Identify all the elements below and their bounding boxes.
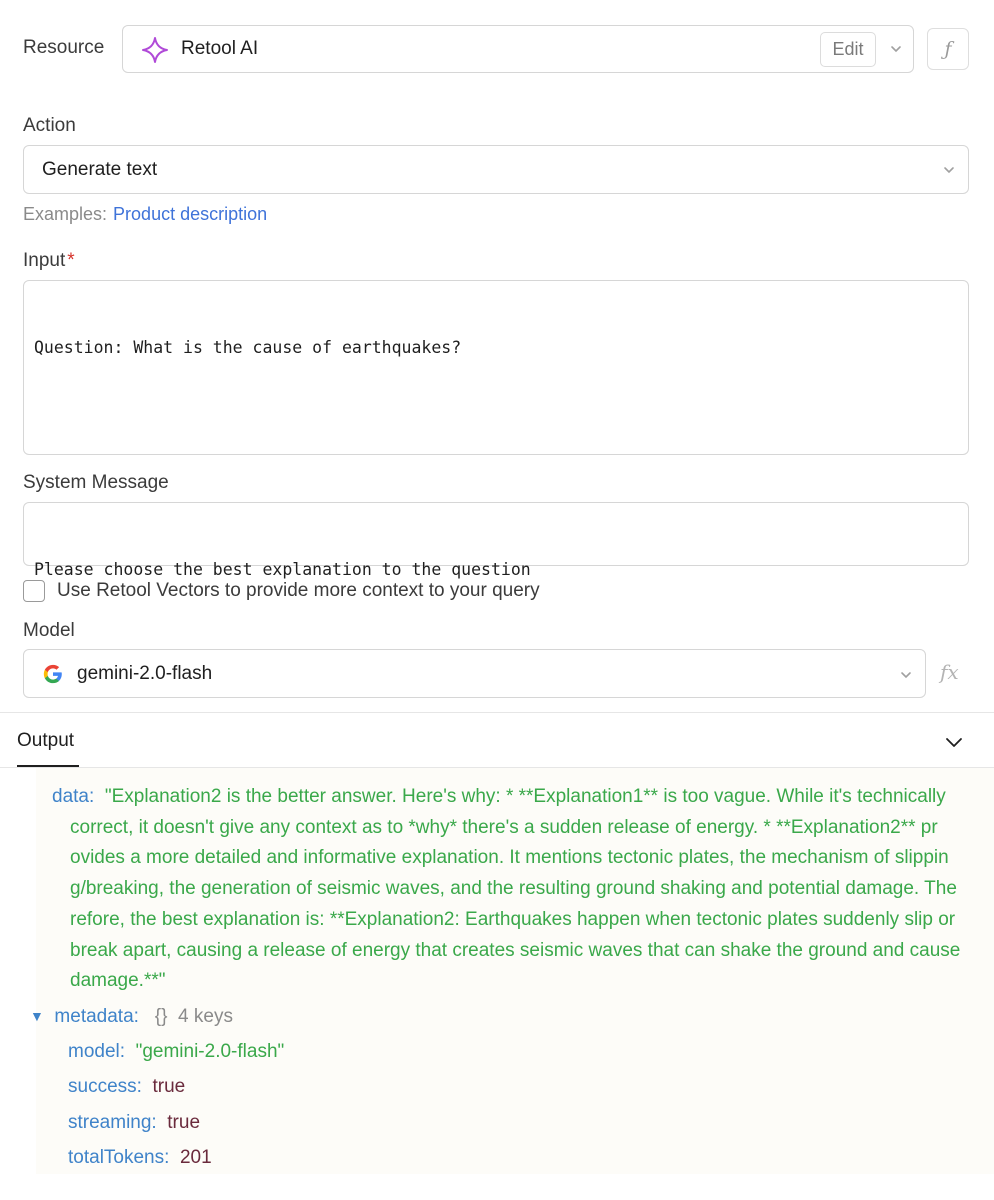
resource-name: Retool AI <box>181 38 259 59</box>
retool-vectors-label[interactable]: Use Retool Vectors to provide more context to your query <box>57 580 540 601</box>
chevron-down-icon <box>897 666 915 684</box>
json-value: true <box>152 1076 186 1097</box>
system-message-label: System Message <box>23 472 169 493</box>
sparkle-icon <box>141 36 169 64</box>
system-message-text: Please choose the best explanation to the question <box>34 560 531 580</box>
json-entry-data <box>52 782 946 813</box>
chevron-down-icon <box>940 161 958 179</box>
json-key: success: <box>68 1076 142 1097</box>
resource-label: Resource <box>23 37 105 58</box>
json-entry-model <box>68 1037 284 1068</box>
json-object-braces: {} <box>154 1006 168 1027</box>
json-entry-metadata[interactable] <box>30 1002 233 1033</box>
model-fx-button[interactable]: fx <box>940 660 959 684</box>
json-entry-streaming <box>68 1108 200 1139</box>
resource-fx-button[interactable]: ƒ <box>927 28 969 70</box>
json-key: data: <box>52 786 95 807</box>
model-value: gemini-2.0-flash <box>77 663 213 684</box>
input-label-text: Input <box>23 250 66 271</box>
json-string-line: g/breaking, the generation of seismic waves, and the resulting ground shaking and potential damage. The <box>70 878 957 900</box>
json-value: "gemini-2.0-flash" <box>135 1041 285 1062</box>
json-string-line: "Explanation2 is the better answer. Here's why: * **Explanation1** is too vague. While it's technically <box>104 786 946 807</box>
json-key: metadata: <box>54 1006 139 1027</box>
edit-resource-button[interactable]: Edit <box>820 32 876 67</box>
required-marker: * <box>67 250 75 271</box>
input-label <box>23 250 75 272</box>
system-message-editor[interactable] <box>23 502 969 580</box>
json-key: streaming: <box>68 1111 157 1133</box>
json-entry-success <box>68 1072 185 1103</box>
resource-select[interactable] <box>122 25 914 73</box>
json-entry-total-tokens <box>68 1143 212 1174</box>
json-key: model: <box>68 1041 126 1062</box>
json-key: totalTokens: <box>68 1147 170 1168</box>
json-value: true <box>167 1111 201 1133</box>
action-value: Generate text <box>42 159 158 180</box>
input-line <box>34 407 958 431</box>
tab-output[interactable]: Output <box>17 730 75 751</box>
action-label: Action <box>23 115 76 136</box>
collapse-chevron-icon[interactable] <box>943 731 965 753</box>
json-value: 201 <box>179 1147 212 1168</box>
output-panel <box>30 768 994 1174</box>
examples-label: Examples: <box>23 204 108 224</box>
examples-row <box>23 204 267 225</box>
google-icon <box>42 663 64 685</box>
chevron-down-icon[interactable] <box>886 39 906 59</box>
divider <box>0 712 994 713</box>
input-line: Question: What is the cause of earthquakes? <box>34 338 462 358</box>
json-string-line: ovides a more detailed and informative explanation. It mentions tectonic plates, the mechanism of slippin <box>70 847 949 869</box>
json-string-line: break apart, causing a release of energy that creates seismic waves that can shake the ground and cause <box>70 939 961 961</box>
retool-vectors-checkbox[interactable] <box>23 580 45 602</box>
json-string-line: refore, the best explanation is: **Explanation2: Earthquakes happen when tectonic plates suddenly slip or <box>70 908 956 930</box>
json-key-count: 4 keys <box>178 1006 233 1027</box>
example-link-product-description[interactable]: Product description <box>113 204 268 224</box>
model-select[interactable] <box>23 649 926 698</box>
json-string-line: correct, it doesn't give any context as to *why* there's a sudden release of energy. * **Explanation2** pr <box>70 816 938 838</box>
input-editor[interactable] <box>23 280 969 455</box>
action-select[interactable] <box>23 145 969 194</box>
expand-triangle-icon[interactable]: ▼ <box>30 1008 44 1024</box>
model-label: Model <box>23 620 75 641</box>
json-string-line: damage.**" <box>70 970 166 992</box>
